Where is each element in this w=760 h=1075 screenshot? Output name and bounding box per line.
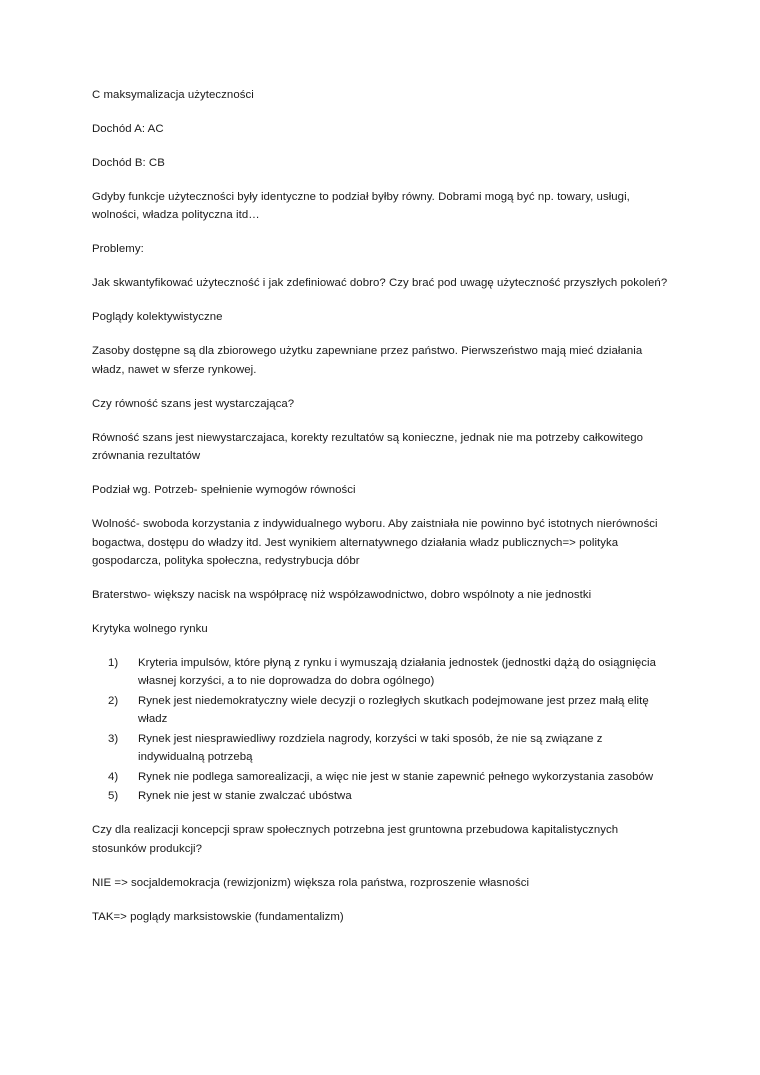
list-item: Rynek nie podlega samorealizacji, a więc nie jest w stanie zapewnić pełnego wykorzystania zasobów — [138, 770, 654, 783]
paragraph: Jak skwantyfikować użyteczność i jak zdefiniować dobro? Czy brać pod uwagę użyteczność przyszłych pokoleń? — [92, 277, 668, 290]
paragraph: Zasoby dostępne są dla zbiorowego użytku zapewniane przez państwo. Pierwszeństwo mają mieć działania władz, nawet w sferze rynkowej. — [92, 345, 643, 376]
paragraph: Gdyby funkcje użyteczności były identyczne to podział byłby równy. Dobrami mogą być np. towary, usługi, wolności, władza polityczna itd… — [92, 190, 630, 222]
list-item: Rynek nie jest w stanie zwalczać ubóstwa — [138, 790, 352, 803]
paragraph: Równość szans jest niewystarczajaca, korekty rezultatów są konieczne, jednak nie ma potrzeby całkowitego zrównania rezultatów — [92, 431, 644, 463]
paragraph: Problemy: — [92, 243, 144, 256]
paragraph: Dochód B: CB — [92, 156, 165, 169]
list-item: Rynek jest niedemokratyczny wiele decyzji o rozległych skutkach podejmowane jest przez małą elitę władz — [138, 694, 649, 726]
paragraph: TAK=> poglądy marksistowskie (fundamentalizm) — [92, 910, 344, 923]
numbered-list — [92, 654, 668, 806]
paragraph: C maksymalizacja użyteczności — [92, 89, 254, 101]
paragraph: Poglądy kolektywistyczne — [92, 311, 223, 324]
list-item: Rynek jest niesprawiedliwy rozdziela nagrody, korzyści w taki sposób, że nie są związane z indywidualną potrzebą — [138, 732, 603, 764]
document-body — [92, 86, 668, 926]
paragraph: NIE => socjaldemokracja (rewizjonizm) większa rola państwa, rozproszenie własności — [92, 876, 530, 889]
list-item: Kryteria impulsów, które płyną z rynku i wymuszają działania jednostek (jednostki dążą do osiągnięcia własnej korzyści, a to nie doprowadza do dobra ogólnego) — [138, 656, 656, 688]
paragraph: Czy dla realizacji koncepcji spraw społecznych potrzebna jest gruntowna przebudowa kapitalistycznych stosunków produkcji? — [92, 824, 619, 855]
paragraph: Dochód A: AC — [92, 122, 164, 135]
paragraph: Braterstwo- większy nacisk na współpracę niż współzawodnictwo, dobro wspólnoty a nie jednostki — [92, 588, 592, 601]
paragraph: Podział wg. Potrzeb- spełnienie wymogów równości — [92, 484, 356, 497]
paragraph: Wolność- swoboda korzystania z indywidualnego wyboru. Aby zaistniała nie powinno być istotnych nierówności bogactwa, dostępu do władzy itd. Jest wynikiem alternatywnego działania władz publicznych=> polityka gospodarcza, polityka społeczna, redystrybucja dóbr — [92, 518, 658, 567]
paragraph: Czy równość szans jest wystarczająca? — [92, 397, 295, 410]
paragraph: Krytyka wolnego rynku — [92, 622, 208, 635]
